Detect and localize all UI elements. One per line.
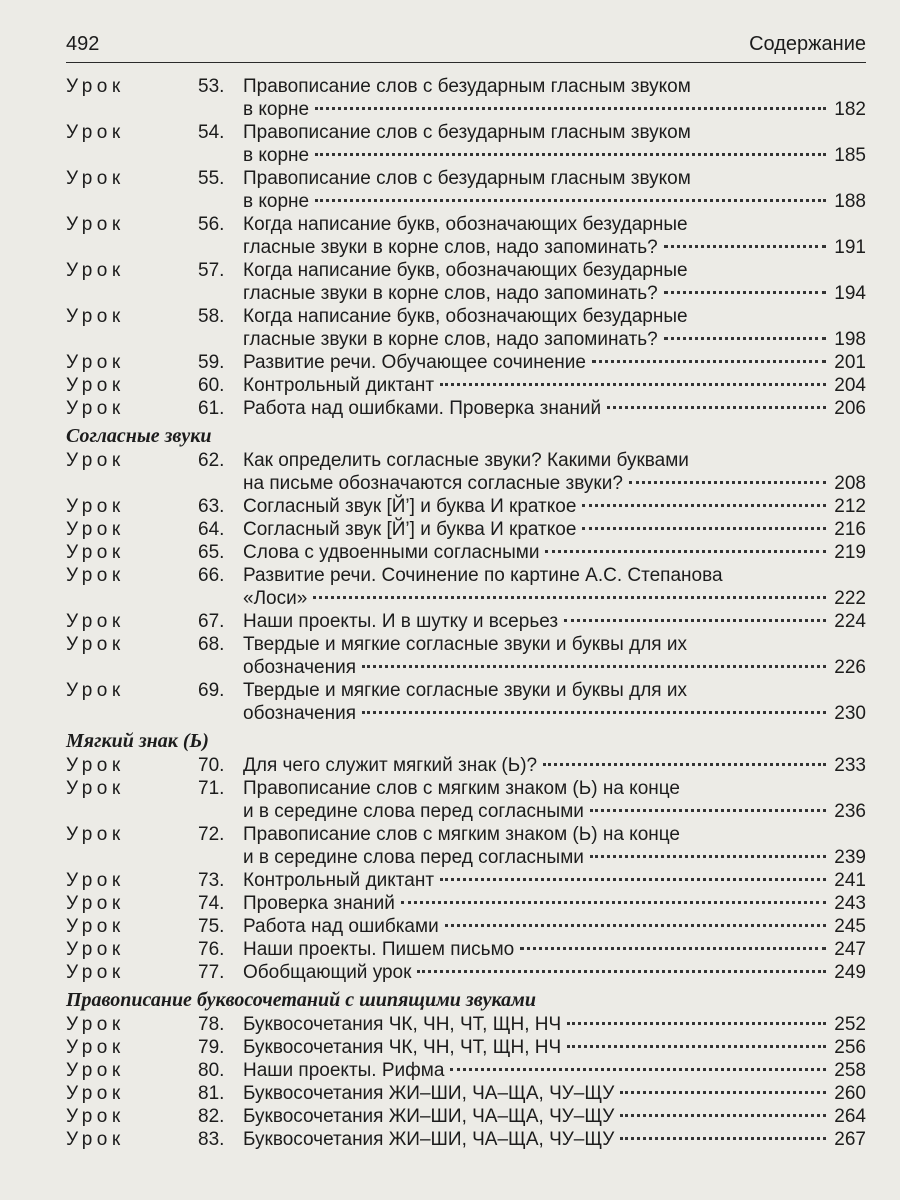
lesson-label: Урок xyxy=(66,824,125,845)
lesson-number: 76. xyxy=(198,939,225,960)
dot-leader xyxy=(440,877,826,881)
dot-leader xyxy=(362,710,826,714)
lesson-title: «Лоси» xyxy=(243,588,308,609)
dot-leader xyxy=(401,900,826,904)
toc-entry xyxy=(66,167,866,213)
toc-entry-line xyxy=(66,1036,866,1059)
dot-leader xyxy=(620,1090,826,1094)
lesson-title: Твердые и мягкие согласные звуки и буквы для их xyxy=(243,634,687,655)
toc-entry xyxy=(66,869,866,892)
lesson-title: Наши проекты. И в шутку и всерьез xyxy=(243,611,559,632)
lesson-title: Наши проекты. Рифма xyxy=(243,1060,445,1081)
lesson-number: 64. xyxy=(198,519,225,540)
toc-entry xyxy=(66,1128,866,1151)
lesson-title: Контрольный диктант xyxy=(243,375,435,396)
page-reference: 226 xyxy=(834,657,866,678)
page-reference: 198 xyxy=(834,329,866,350)
lesson-title: Слова с удвоенными согласными xyxy=(243,542,540,563)
lesson-title: гласные звуки в корне слов, надо запоминать? xyxy=(243,237,658,258)
lesson-number: 54. xyxy=(198,122,225,143)
toc-entry-line xyxy=(66,98,866,121)
toc-entry-line xyxy=(66,1059,866,1082)
toc-entry xyxy=(66,823,866,869)
lesson-label: Урок xyxy=(66,542,125,563)
lesson-label: Урок xyxy=(66,260,125,281)
toc-entry-line xyxy=(66,777,866,800)
lesson-label: Урок xyxy=(66,122,125,143)
lesson-title: Когда написание букв, обозначающих безударные xyxy=(243,214,688,235)
toc-entry-line xyxy=(66,679,866,702)
lesson-number: 67. xyxy=(198,611,225,632)
page-reference: 204 xyxy=(834,375,866,396)
lesson-title: гласные звуки в корне слов, надо запоминать? xyxy=(243,283,658,304)
lesson-label: Урок xyxy=(66,634,125,655)
page-reference: 201 xyxy=(834,352,866,373)
lesson-title: Контрольный диктант xyxy=(243,870,435,891)
toc-entry-line xyxy=(66,305,866,328)
lesson-number: 75. xyxy=(198,916,225,937)
page-reference: 182 xyxy=(834,99,866,120)
toc-entry xyxy=(66,541,866,564)
page-reference: 188 xyxy=(834,191,866,212)
lesson-title: Правописание слов с мягким знаком (Ь) на конце xyxy=(243,778,680,799)
page-reference: 194 xyxy=(834,283,866,304)
lesson-label: Урок xyxy=(66,214,125,235)
dot-leader xyxy=(664,290,826,294)
toc-entry-line xyxy=(66,236,866,259)
page-reference: 219 xyxy=(834,542,866,563)
section-heading: Согласные звуки xyxy=(66,425,212,447)
page-reference: 264 xyxy=(834,1106,866,1127)
page-title: Содержание xyxy=(749,33,866,55)
toc-entry xyxy=(66,633,866,679)
lesson-label: Урок xyxy=(66,939,125,960)
dot-leader xyxy=(315,106,826,110)
page-reference: 224 xyxy=(834,611,866,632)
toc-entry-line xyxy=(66,144,866,167)
lesson-number: 72. xyxy=(198,824,225,845)
lesson-title: обозначения xyxy=(243,703,357,724)
lesson-number: 66. xyxy=(198,565,225,586)
lesson-label: Урок xyxy=(66,962,125,983)
toc-entry xyxy=(66,961,866,984)
page-reference: 245 xyxy=(834,916,866,937)
toc-entry xyxy=(66,1105,866,1128)
page-reference: 208 xyxy=(834,473,866,494)
dot-leader xyxy=(315,152,826,156)
dot-leader xyxy=(620,1136,826,1140)
lesson-number: 63. xyxy=(198,496,225,517)
page-reference: 233 xyxy=(834,755,866,776)
toc-entry xyxy=(66,1059,866,1082)
lesson-label: Урок xyxy=(66,893,125,914)
lesson-title: Обобщающий урок xyxy=(243,962,412,983)
lesson-title: Твердые и мягкие согласные звуки и буквы для их xyxy=(243,680,687,701)
page-reference: 236 xyxy=(834,801,866,822)
toc-entry-line xyxy=(66,754,866,777)
lesson-title: Проверка знаний xyxy=(243,893,395,914)
toc-entry-line xyxy=(66,213,866,236)
toc-entry-line xyxy=(66,846,866,869)
toc-entry-line xyxy=(66,1013,866,1036)
lesson-label: Урок xyxy=(66,1014,125,1035)
lesson-title: Согласный звук [Й’] и буква И краткое xyxy=(243,519,577,540)
page-reference: 206 xyxy=(834,398,866,419)
page-reference: 191 xyxy=(834,237,866,258)
page-reference: 247 xyxy=(834,939,866,960)
page-reference: 252 xyxy=(834,1014,866,1035)
lesson-label: Урок xyxy=(66,1083,125,1104)
dot-leader xyxy=(445,923,826,927)
lesson-title: Когда написание букв, обозначающих безударные xyxy=(243,260,688,281)
lesson-label: Урок xyxy=(66,398,125,419)
dot-leader xyxy=(592,359,826,363)
lesson-title: гласные звуки в корне слов, надо запоминать? xyxy=(243,329,658,350)
dot-leader xyxy=(567,1021,826,1025)
section-heading: Правописание буквосочетаний с шипящими звуками xyxy=(66,989,536,1011)
toc-entry xyxy=(66,1013,866,1036)
page-reference: 243 xyxy=(834,893,866,914)
dot-leader xyxy=(362,664,826,668)
toc-entry-line xyxy=(66,541,866,564)
lesson-title: Согласный звук [Й’] и буква И краткое xyxy=(243,496,577,517)
page-header xyxy=(66,30,866,63)
lesson-number: 69. xyxy=(198,680,225,701)
page-reference: 230 xyxy=(834,703,866,724)
lesson-number: 71. xyxy=(198,778,225,799)
page-reference: 256 xyxy=(834,1037,866,1058)
lesson-title: Как определить согласные звуки? Какими буквами xyxy=(243,450,689,471)
lesson-label: Урок xyxy=(66,450,125,471)
lesson-title: Правописание слов с безударным гласным звуком xyxy=(243,122,691,143)
lesson-number: 58. xyxy=(198,306,225,327)
lesson-number: 79. xyxy=(198,1037,225,1058)
lesson-title: обозначения xyxy=(243,657,357,678)
lesson-title: и в середине слова перед согласными xyxy=(243,801,584,822)
lesson-number: 68. xyxy=(198,634,225,655)
lesson-number: 77. xyxy=(198,962,225,983)
toc-entry-line xyxy=(66,328,866,351)
lesson-label: Урок xyxy=(66,870,125,891)
toc-entry-line xyxy=(66,823,866,846)
lesson-label: Урок xyxy=(66,76,125,97)
lesson-number: 60. xyxy=(198,375,225,396)
toc-entry xyxy=(66,351,866,374)
dot-leader xyxy=(629,480,826,484)
lesson-title: Работа над ошибками xyxy=(243,916,439,937)
toc-entry-line xyxy=(66,869,866,892)
toc-entry xyxy=(66,259,866,305)
toc-entry-line xyxy=(66,961,866,984)
lesson-label: Урок xyxy=(66,168,125,189)
toc-entry-line xyxy=(66,587,866,610)
toc-entry-line xyxy=(66,1082,866,1105)
page-reference: 216 xyxy=(834,519,866,540)
page-reference: 249 xyxy=(834,962,866,983)
toc-entry-line xyxy=(66,702,866,725)
toc-entry xyxy=(66,754,866,777)
lesson-title: Правописание слов с безударным гласным звуком xyxy=(243,76,691,97)
toc-entry-line xyxy=(66,564,866,587)
toc-entry xyxy=(66,610,866,633)
toc-entry-line xyxy=(66,374,866,397)
dot-leader xyxy=(590,808,826,812)
lesson-title: Работа над ошибками. Проверка знаний xyxy=(243,398,602,419)
toc-entry-line xyxy=(66,518,866,541)
page-reference: 258 xyxy=(834,1060,866,1081)
toc-entry xyxy=(66,777,866,823)
lesson-title: Буквосочетания ЖИ–ШИ, ЧА–ЩА, ЧУ–ЩУ xyxy=(243,1083,615,1104)
toc-entry xyxy=(66,397,866,420)
lesson-title: в корне xyxy=(243,99,310,120)
dot-leader xyxy=(590,854,826,858)
toc-entry-line xyxy=(66,1128,866,1151)
toc-entry-line xyxy=(66,397,866,420)
lesson-number: 56. xyxy=(198,214,225,235)
toc-entry-line xyxy=(66,351,866,374)
lesson-label: Урок xyxy=(66,352,125,373)
lesson-title: в корне xyxy=(243,191,310,212)
toc-entry xyxy=(66,495,866,518)
lesson-label: Урок xyxy=(66,519,125,540)
lesson-title: на письме обозначаются согласные звуки? xyxy=(243,473,623,494)
lesson-label: Урок xyxy=(66,306,125,327)
dot-leader xyxy=(582,503,826,507)
lesson-title: Когда написание букв, обозначающих безударные xyxy=(243,306,688,327)
toc-entry xyxy=(66,915,866,938)
lesson-label: Урок xyxy=(66,778,125,799)
lesson-number: 55. xyxy=(198,168,225,189)
lesson-title: Буквосочетания ЧК, ЧН, ЧТ, ЩН, НЧ xyxy=(243,1037,562,1058)
lesson-label: Урок xyxy=(66,1060,125,1081)
toc-entry-line xyxy=(66,449,866,472)
lesson-title: Правописание слов с мягким знаком (Ь) на конце xyxy=(243,824,680,845)
lesson-title: Буквосочетания ЧК, ЧН, ЧТ, ЩН, НЧ xyxy=(243,1014,562,1035)
lesson-label: Урок xyxy=(66,916,125,937)
toc-entry xyxy=(66,213,866,259)
toc-entry-line xyxy=(66,1105,866,1128)
toc-entry xyxy=(66,374,866,397)
toc-entry-line xyxy=(66,282,866,305)
toc-entry xyxy=(66,1082,866,1105)
page-reference: 222 xyxy=(834,588,866,609)
lesson-label: Урок xyxy=(66,1129,125,1150)
toc-entry xyxy=(66,121,866,167)
lesson-number: 57. xyxy=(198,260,225,281)
lesson-label: Урок xyxy=(66,755,125,776)
toc-entry-line xyxy=(66,915,866,938)
lesson-number: 82. xyxy=(198,1106,225,1127)
dot-leader xyxy=(440,382,826,386)
toc-entry-line xyxy=(66,633,866,656)
lesson-number: 62. xyxy=(198,450,225,471)
dot-leader xyxy=(664,336,826,340)
page-reference: 241 xyxy=(834,870,866,891)
dot-leader xyxy=(417,969,826,973)
dot-leader xyxy=(520,946,826,950)
dot-leader xyxy=(315,198,826,202)
lesson-label: Урок xyxy=(66,496,125,517)
lesson-title: Буквосочетания ЖИ–ШИ, ЧА–ЩА, ЧУ–ЩУ xyxy=(243,1106,615,1127)
page-reference: 185 xyxy=(834,145,866,166)
lesson-number: 61. xyxy=(198,398,225,419)
lesson-number: 74. xyxy=(198,893,225,914)
toc-entry xyxy=(66,449,866,495)
toc-entry-line xyxy=(66,75,866,98)
toc-entry-line xyxy=(66,190,866,213)
toc-entry-line xyxy=(66,495,866,518)
page-reference: 260 xyxy=(834,1083,866,1104)
dot-leader xyxy=(545,549,826,553)
toc-entry xyxy=(66,75,866,121)
lesson-label: Урок xyxy=(66,1106,125,1127)
dot-leader xyxy=(620,1113,826,1117)
lesson-number: 81. xyxy=(198,1083,225,1104)
dot-leader xyxy=(664,244,826,248)
lesson-number: 59. xyxy=(198,352,225,373)
lesson-title: Для чего служит мягкий знак (Ь)? xyxy=(243,755,538,776)
toc-entry-line xyxy=(66,800,866,823)
toc-entry xyxy=(66,1036,866,1059)
lesson-number: 73. xyxy=(198,870,225,891)
toc-entry-line xyxy=(66,938,866,961)
table-of-contents xyxy=(66,75,866,1151)
dot-leader xyxy=(450,1067,826,1071)
toc-entry-line xyxy=(66,121,866,144)
section-heading: Мягкий знак (Ь) xyxy=(66,730,209,752)
dot-leader xyxy=(607,405,826,409)
lesson-label: Урок xyxy=(66,375,125,396)
page-reference: 239 xyxy=(834,847,866,868)
lesson-label: Урок xyxy=(66,565,125,586)
lesson-title: и в середине слова перед согласными xyxy=(243,847,584,868)
lesson-title: в корне xyxy=(243,145,310,166)
lesson-number: 70. xyxy=(198,755,225,776)
dot-leader xyxy=(313,595,826,599)
toc-entry xyxy=(66,518,866,541)
lesson-label: Урок xyxy=(66,1037,125,1058)
lesson-number: 53. xyxy=(198,76,225,97)
toc-entry xyxy=(66,679,866,725)
toc-entry-line xyxy=(66,259,866,282)
dot-leader xyxy=(543,762,826,766)
page-reference: 212 xyxy=(834,496,866,517)
lesson-label: Урок xyxy=(66,680,125,701)
page-reference: 267 xyxy=(834,1129,866,1150)
lesson-number: 65. xyxy=(198,542,225,563)
toc-entry-line xyxy=(66,610,866,633)
toc-entry-line xyxy=(66,167,866,190)
lesson-title: Наши проекты. Пишем письмо xyxy=(243,939,515,960)
toc-entry-line xyxy=(66,656,866,679)
toc-entry xyxy=(66,892,866,915)
lesson-number: 83. xyxy=(198,1129,225,1150)
lesson-title: Развитие речи. Обучающее сочинение xyxy=(243,352,586,373)
dot-leader xyxy=(564,618,826,622)
lesson-title: Правописание слов с безударным гласным звуком xyxy=(243,168,691,189)
toc-entry-line xyxy=(66,892,866,915)
dot-leader xyxy=(582,526,826,530)
toc-entry xyxy=(66,564,866,610)
lesson-number: 78. xyxy=(198,1014,225,1035)
lesson-number: 80. xyxy=(198,1060,225,1081)
toc-entry xyxy=(66,938,866,961)
lesson-title: Развитие речи. Сочинение по картине А.С. Степанова xyxy=(243,565,723,586)
toc-entry-line xyxy=(66,472,866,495)
lesson-title: Буквосочетания ЖИ–ШИ, ЧА–ЩА, ЧУ–ЩУ xyxy=(243,1129,615,1150)
page-number: 492 xyxy=(66,33,100,55)
toc-entry xyxy=(66,305,866,351)
dot-leader xyxy=(567,1044,826,1048)
lesson-label: Урок xyxy=(66,611,125,632)
